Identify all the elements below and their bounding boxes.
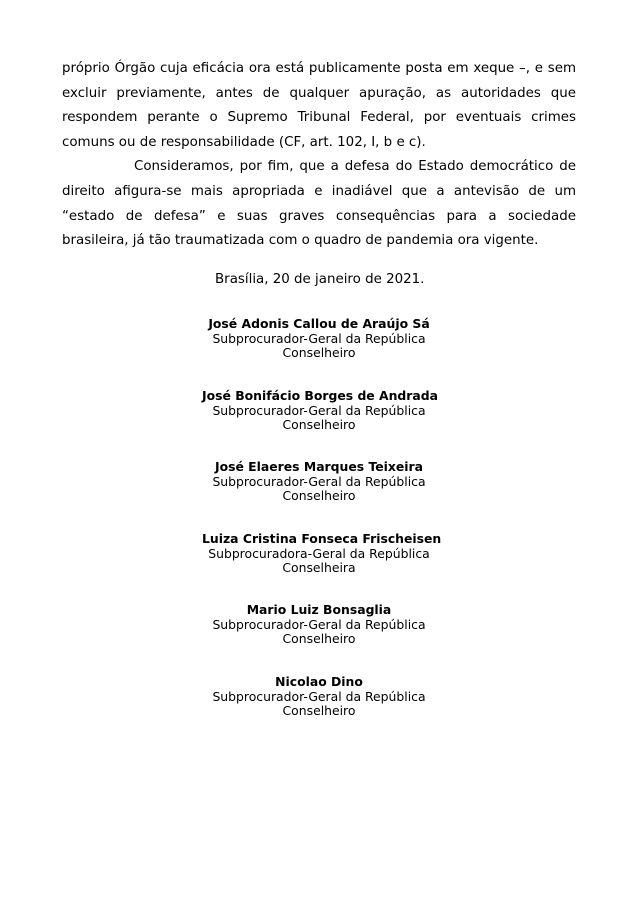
signatory-title: Subprocuradora-Geral da República (208, 545, 430, 561)
signatory-role: Conselheiro (282, 702, 356, 718)
signature (202, 602, 436, 674)
signatory-name: Mario Luiz Bonsaglia (246, 602, 392, 618)
signatory-name: José Adonis Callou de Araújo Sá (208, 316, 430, 331)
signature (202, 530, 442, 603)
signatory-title: Subprocurador-Geral da República (212, 617, 426, 633)
signatory-name: Luiza Cristina Fonseca Frischeisen (202, 530, 442, 546)
signatory-name: Nicolao Dino (275, 673, 363, 689)
signatory-role: Conselheiro (282, 416, 356, 432)
paragraph-conclusion: Consideramos, por fim, que a defesa do Estado democrático de direito afigura-se mais apropriada e inadiável que a antevisão de um “estado de defesa” e suas graves consequências para a sociedade brasileira, já tão traumatizada com o quadro de pandemia ora vigente. (62, 159, 576, 249)
signature (202, 316, 436, 388)
date-line: Brasília, 20 de janeiro de 2021. (215, 272, 425, 287)
signatory-role: Conselheiro (282, 631, 356, 647)
signature (202, 459, 436, 531)
signatory-role: Conselheiro (282, 488, 356, 504)
signatory-role: Conselheiro (282, 345, 356, 360)
signatory-title: Subprocurador-Geral da República (212, 474, 426, 490)
signature (202, 674, 436, 746)
signature-block (202, 316, 442, 746)
signatory-title: Subprocurador-Geral da República (212, 688, 426, 704)
signature (202, 387, 439, 460)
signatory-title: Subprocurador-Geral da República (212, 331, 426, 346)
signatory-name: José Elaeres Marques Teixeira (214, 459, 424, 475)
paragraph-continuation: próprio Órgão cuja eficácia ora está publicamente posta em xeque –, e sem excluir previamente, antes de qualquer apuração, as autoridades que respondem perante o Supremo Tribunal Federal, por eventuais crimes comuns ou de responsabilidade (CF, art. 102, I, b e c). (62, 61, 576, 150)
signatory-name: José Bonifácio Borges de Andrada (202, 387, 439, 403)
signatory-title: Subprocurador-Geral da República (212, 402, 426, 418)
body-text (62, 57, 576, 254)
signatory-role: Conselheira (282, 559, 356, 575)
